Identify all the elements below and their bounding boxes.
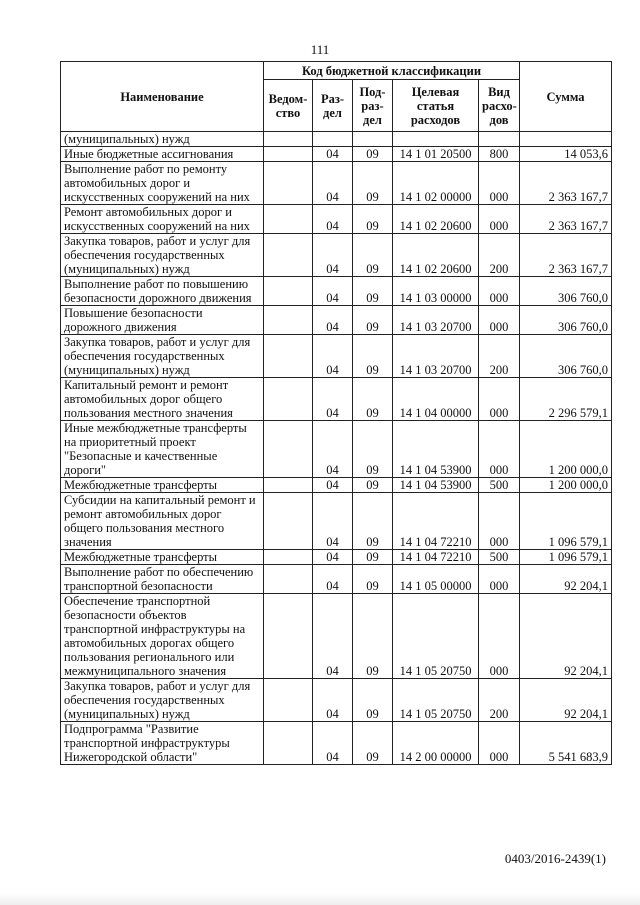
- table-row: [61, 306, 612, 335]
- row-name: (муниципальных) нужд: [61, 132, 264, 147]
- row-vedomstvo: [264, 335, 313, 378]
- row-name: Закупка товаров, работ и услуг для обеспечения государственных (муниципальных) нужд: [61, 335, 264, 378]
- table-row: [61, 132, 612, 147]
- row-target: 14 1 04 53900: [393, 478, 479, 493]
- row-razdel: 04: [313, 421, 353, 478]
- row-sum: 1 096 579,1: [520, 493, 612, 550]
- row-podrazdel: 09: [353, 421, 393, 478]
- row-podrazdel: 09: [353, 335, 393, 378]
- row-vedomstvo: [264, 147, 313, 162]
- row-sum: 1 200 000,0: [520, 421, 612, 478]
- row-vedomstvo: [264, 378, 313, 421]
- row-sum: 306 760,0: [520, 335, 612, 378]
- row-vid: 500: [479, 478, 520, 493]
- table-row: [61, 679, 612, 722]
- row-razdel: 04: [313, 205, 353, 234]
- header-vid: Вид расхо-дов: [479, 80, 520, 132]
- row-razdel: 04: [313, 306, 353, 335]
- table-row: [61, 421, 612, 478]
- row-name: Межбюджетные трансферты: [61, 550, 264, 565]
- row-target: 14 1 02 00000: [393, 162, 479, 205]
- table-row: [61, 234, 612, 277]
- row-podrazdel: 09: [353, 306, 393, 335]
- row-vid: 000: [479, 162, 520, 205]
- row-name: Закупка товаров, работ и услуг для обеспечения государственных (муниципальных) нужд: [61, 234, 264, 277]
- header-vedomstvo: Ведом-ство: [264, 80, 313, 132]
- table-row: [61, 478, 612, 493]
- row-podrazdel: [353, 132, 393, 147]
- row-name: Выполнение работ по ремонту автомобильных дорог и искусственных сооружений на них: [61, 162, 264, 205]
- row-razdel: 04: [313, 162, 353, 205]
- header-podrazdel: Под-раз-дел: [353, 80, 393, 132]
- header-target: Целевая статья расходов: [393, 80, 479, 132]
- row-razdel: 04: [313, 565, 353, 594]
- row-vedomstvo: [264, 277, 313, 306]
- table-row: [61, 205, 612, 234]
- row-sum: 306 760,0: [520, 277, 612, 306]
- row-podrazdel: 09: [353, 234, 393, 277]
- row-vedomstvo: [264, 565, 313, 594]
- row-podrazdel: 09: [353, 550, 393, 565]
- page-number: 111: [310, 42, 330, 57]
- table-row: [61, 378, 612, 421]
- row-target: 14 1 04 72210: [393, 493, 479, 550]
- row-razdel: 04: [313, 277, 353, 306]
- document-code: 0403/2016-2439(1): [504, 851, 606, 866]
- row-name: Иные межбюджетные трансферты на приоритетный проект "Безопасные и качественные дороги": [61, 421, 264, 478]
- row-name: Субсидии на капитальный ремонт и ремонт автомобильных дорог общего пользования местного значения: [61, 493, 264, 550]
- table-body: [61, 132, 612, 765]
- row-podrazdel: 09: [353, 565, 393, 594]
- row-sum: 2 296 579,1: [520, 378, 612, 421]
- row-target: 14 1 01 20500: [393, 147, 479, 162]
- row-razdel: [313, 132, 353, 147]
- row-sum: 5 541 683,9: [520, 722, 612, 765]
- row-sum: [520, 132, 612, 147]
- row-sum: 1 200 000,0: [520, 478, 612, 493]
- row-name: Выполнение работ по обеспечению транспортной безопасности: [61, 565, 264, 594]
- row-vedomstvo: [264, 550, 313, 565]
- row-target: [393, 132, 479, 147]
- row-vid: 500: [479, 550, 520, 565]
- table-header: [61, 62, 612, 132]
- row-vedomstvo: [264, 234, 313, 277]
- row-name: Ремонт автомобильных дорог и искусственных сооружений на них: [61, 205, 264, 234]
- row-razdel: 04: [313, 722, 353, 765]
- row-sum: 2 363 167,7: [520, 234, 612, 277]
- row-name: Закупка товаров, работ и услуг для обеспечения государственных (муниципальных) нужд: [61, 679, 264, 722]
- row-sum: 92 204,1: [520, 565, 612, 594]
- row-sum: 92 204,1: [520, 594, 612, 679]
- table-row: [61, 335, 612, 378]
- table-row: [61, 493, 612, 550]
- row-name: Капитальный ремонт и ремонт автомобильных дорог общего пользования местного значения: [61, 378, 264, 421]
- row-vid: 000: [479, 205, 520, 234]
- row-target: 14 1 04 72210: [393, 550, 479, 565]
- header-razdel: Раз-дел: [313, 80, 353, 132]
- row-vid: 200: [479, 679, 520, 722]
- table-row: [61, 277, 612, 306]
- row-vid: 000: [479, 421, 520, 478]
- row-vid: 000: [479, 565, 520, 594]
- row-target: 14 1 04 53900: [393, 421, 479, 478]
- row-podrazdel: 09: [353, 478, 393, 493]
- row-target: 14 1 02 20600: [393, 234, 479, 277]
- row-podrazdel: 09: [353, 147, 393, 162]
- row-vid: 000: [479, 493, 520, 550]
- row-vid: [479, 132, 520, 147]
- row-podrazdel: 09: [353, 594, 393, 679]
- row-sum: 92 204,1: [520, 679, 612, 722]
- row-razdel: 04: [313, 550, 353, 565]
- row-vid: 000: [479, 306, 520, 335]
- row-target: 14 1 05 00000: [393, 565, 479, 594]
- row-razdel: 04: [313, 478, 353, 493]
- row-podrazdel: 09: [353, 162, 393, 205]
- row-vid: 800: [479, 147, 520, 162]
- row-target: 14 1 03 20700: [393, 306, 479, 335]
- row-name: Подпрограмма "Развитие транспортной инфраструктуры Нижегородской области": [61, 722, 264, 765]
- row-target: 14 1 03 20700: [393, 335, 479, 378]
- row-vedomstvo: [264, 421, 313, 478]
- row-vid: 200: [479, 234, 520, 277]
- row-sum: 14 053,6: [520, 147, 612, 162]
- row-vid: 200: [479, 335, 520, 378]
- row-vedomstvo: [264, 306, 313, 335]
- row-name: Обеспечение транспортной безопасности объектов транспортной инфраструктуры на автомобильных дорогах общего пользования регионального или межмуниципального значения: [61, 594, 264, 679]
- row-sum: 2 363 167,7: [520, 205, 612, 234]
- header-name: Наименование: [61, 62, 264, 132]
- header-classification-group: Код бюджетной классификации: [264, 62, 520, 80]
- row-name: Иные бюджетные ассигнования: [61, 147, 264, 162]
- table-row: [61, 594, 612, 679]
- row-podrazdel: 09: [353, 277, 393, 306]
- row-target: 14 1 03 00000: [393, 277, 479, 306]
- row-vedomstvo: [264, 679, 313, 722]
- row-vedomstvo: [264, 722, 313, 765]
- row-name: Выполнение работ по повышению безопасности дорожного движения: [61, 277, 264, 306]
- row-razdel: 04: [313, 493, 353, 550]
- row-podrazdel: 09: [353, 205, 393, 234]
- row-razdel: 04: [313, 234, 353, 277]
- row-target: 14 1 02 20600: [393, 205, 479, 234]
- row-vedomstvo: [264, 594, 313, 679]
- budget-table: [60, 61, 612, 765]
- table-row: [61, 550, 612, 565]
- row-target: 14 1 05 20750: [393, 679, 479, 722]
- row-name: Повышение безопасности дорожного движения: [61, 306, 264, 335]
- row-vid: 000: [479, 722, 520, 765]
- row-vid: 000: [479, 277, 520, 306]
- row-podrazdel: 09: [353, 378, 393, 421]
- row-podrazdel: 09: [353, 493, 393, 550]
- row-vedomstvo: [264, 205, 313, 234]
- row-podrazdel: 09: [353, 679, 393, 722]
- header-sum: Сумма: [520, 62, 612, 132]
- row-target: 14 1 05 20750: [393, 594, 479, 679]
- table-row: [61, 565, 612, 594]
- table-row: [61, 162, 612, 205]
- row-razdel: 04: [313, 594, 353, 679]
- row-target: 14 2 00 00000: [393, 722, 479, 765]
- row-razdel: 04: [313, 147, 353, 162]
- row-sum: 2 363 167,7: [520, 162, 612, 205]
- row-vid: 000: [479, 594, 520, 679]
- row-vid: 000: [479, 378, 520, 421]
- table-row: [61, 722, 612, 765]
- row-name: Межбюджетные трансферты: [61, 478, 264, 493]
- row-razdel: 04: [313, 335, 353, 378]
- row-vedomstvo: [264, 478, 313, 493]
- row-vedomstvo: [264, 162, 313, 205]
- row-vedomstvo: [264, 132, 313, 147]
- row-target: 14 1 04 00000: [393, 378, 479, 421]
- row-razdel: 04: [313, 679, 353, 722]
- table-row: [61, 147, 612, 162]
- row-sum: 1 096 579,1: [520, 550, 612, 565]
- row-sum: 306 760,0: [520, 306, 612, 335]
- row-razdel: 04: [313, 378, 353, 421]
- row-vedomstvo: [264, 493, 313, 550]
- row-podrazdel: 09: [353, 722, 393, 765]
- scan-edge: [0, 893, 640, 905]
